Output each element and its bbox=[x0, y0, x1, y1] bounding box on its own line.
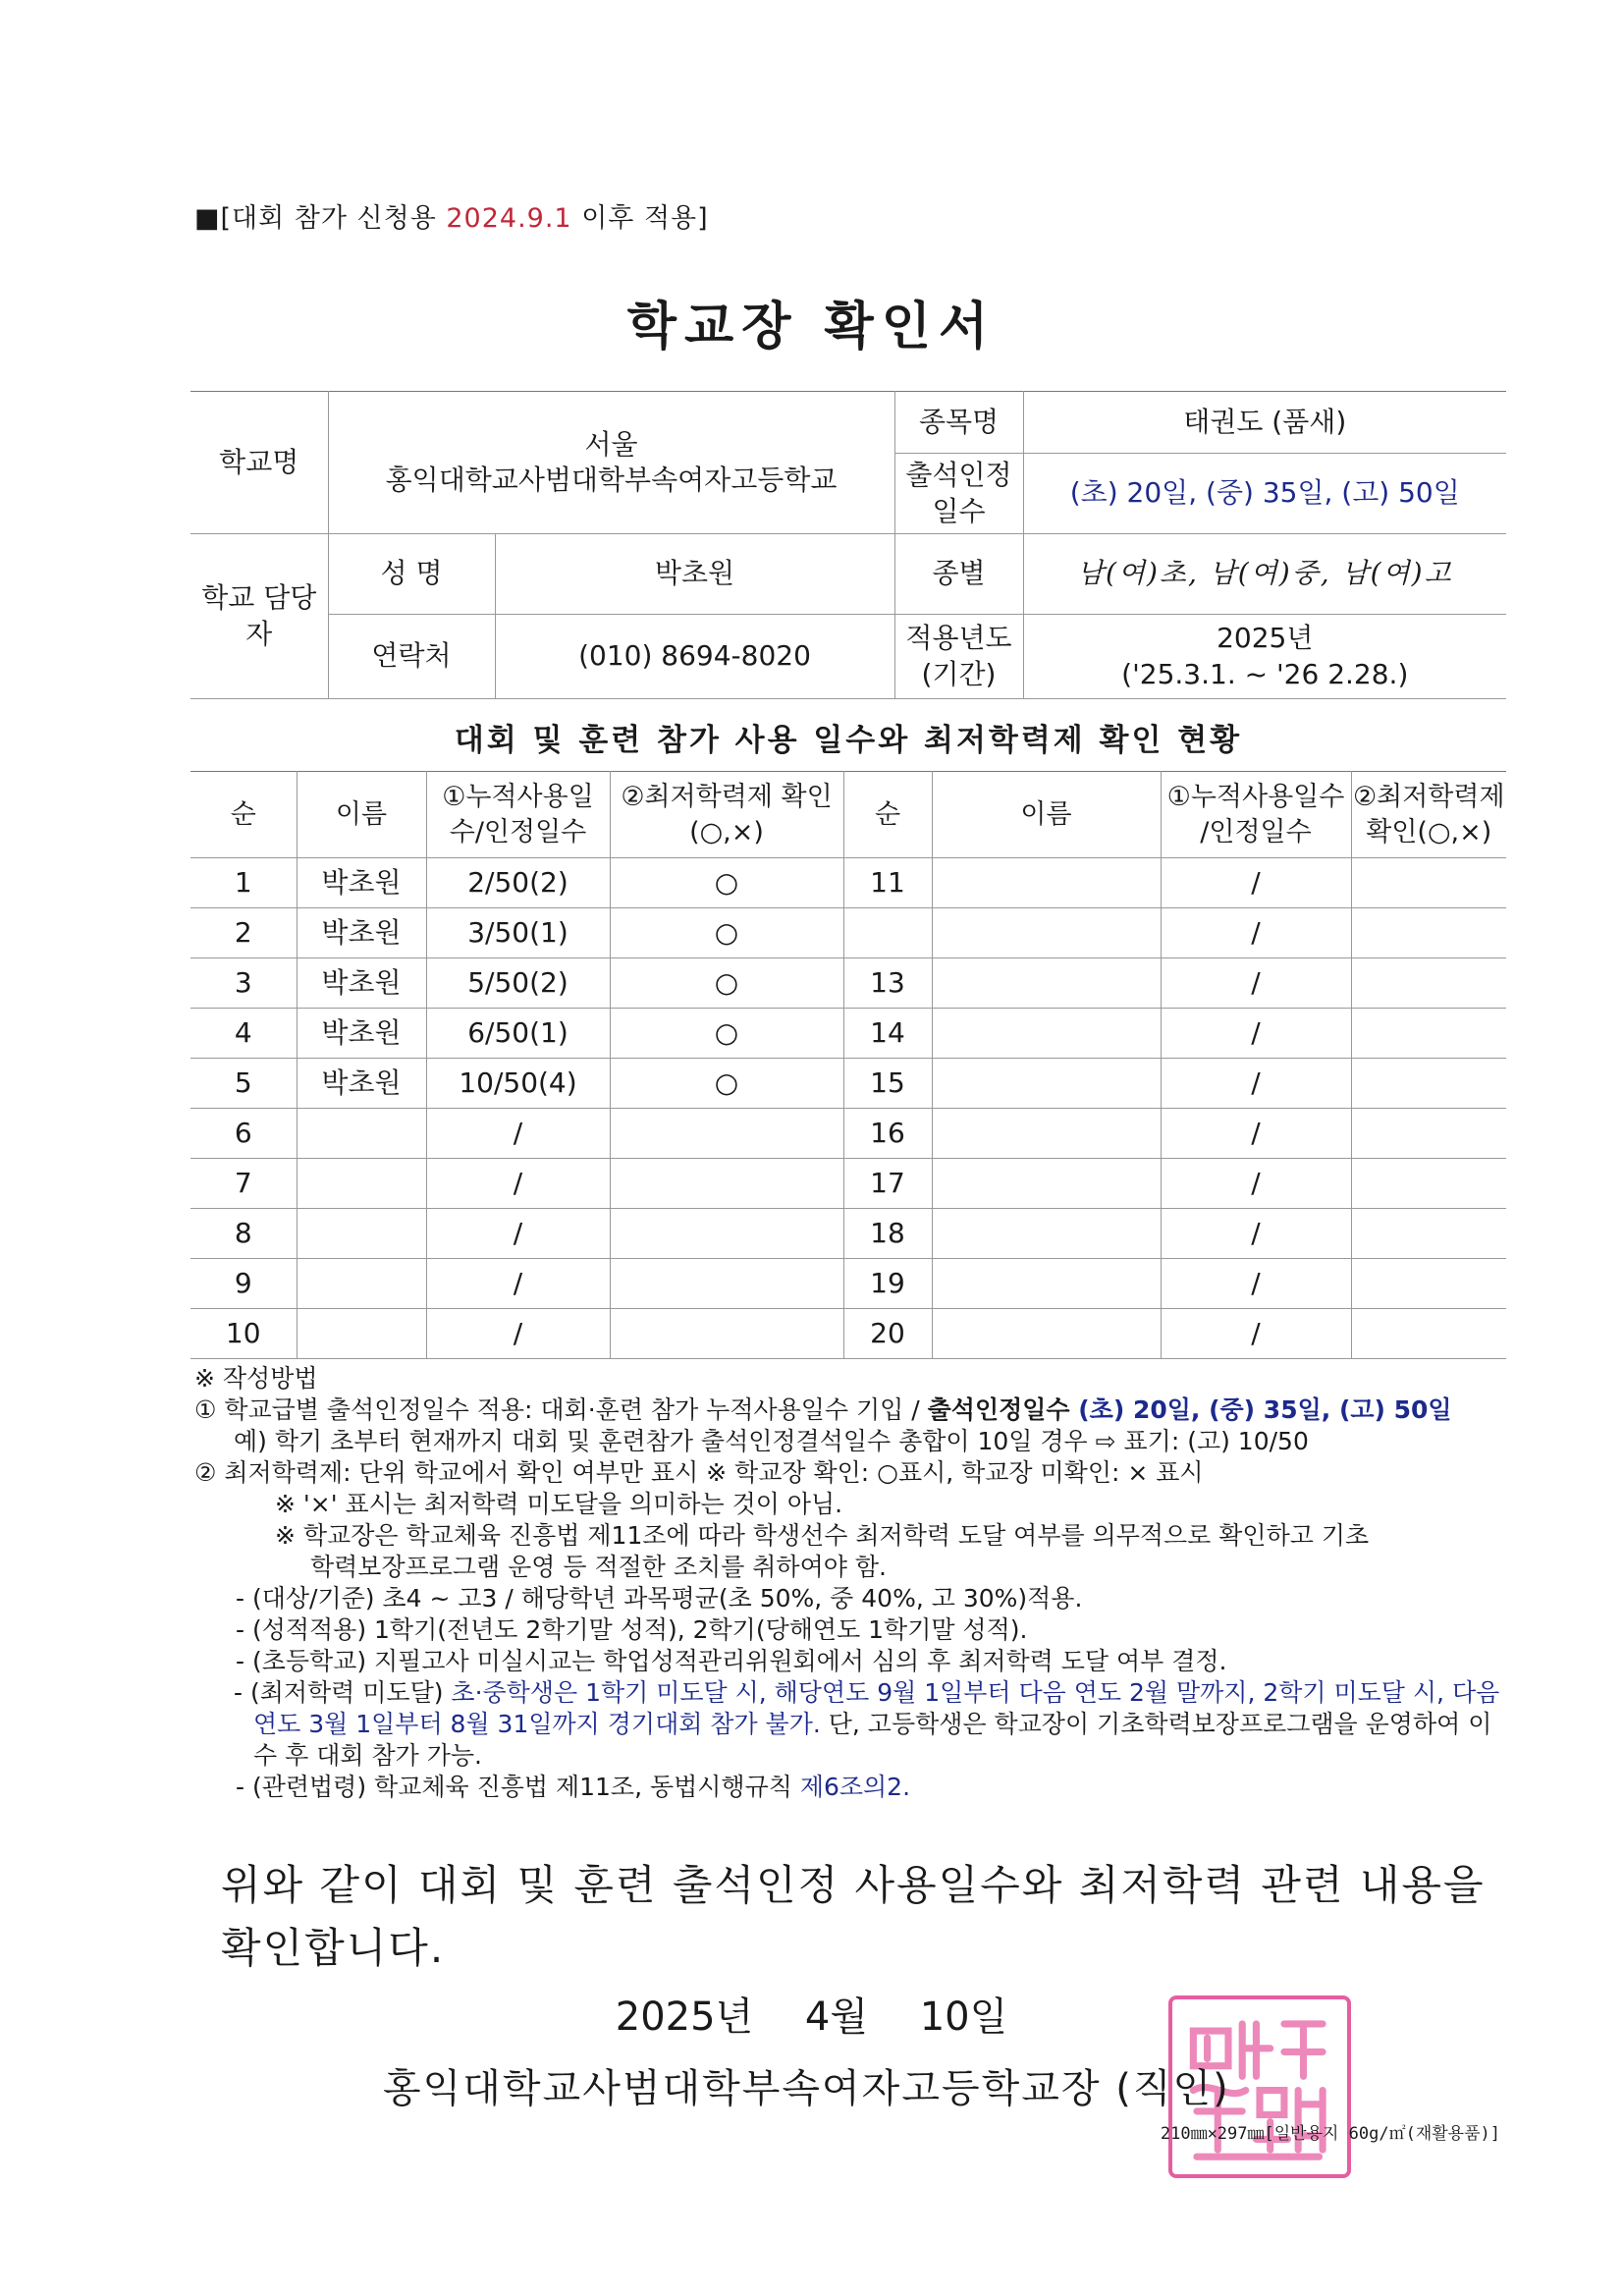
guide-item-2-note-2b: 학력보장프로그램 운영 등 적절한 조치를 취하여야 함. bbox=[310, 1553, 887, 1581]
table-cell: 9 bbox=[190, 1259, 297, 1309]
header-cell: ①누적사용일수 /인정일수 bbox=[1161, 772, 1351, 858]
table-cell: ○ bbox=[610, 958, 843, 1009]
name-label: 성 명 bbox=[328, 534, 495, 615]
table-cell: / bbox=[426, 1109, 610, 1159]
guide-heading: ※ 작성방법 bbox=[194, 1364, 318, 1393]
table-cell: / bbox=[1161, 858, 1351, 908]
table-cell: 6 bbox=[190, 1109, 297, 1159]
table-cell bbox=[1351, 1259, 1506, 1309]
table-cell: / bbox=[426, 1259, 610, 1309]
table-cell: 5/50(2) bbox=[426, 958, 610, 1009]
notice: ■[대회 참가 신청용 2024.9.1 이후 적용] bbox=[194, 203, 709, 234]
table-cell: 3/50(1) bbox=[426, 908, 610, 958]
guide-bullet-2: - (성적적용) 1학기(전년도 2학기말 성적), 2학기(당해연도 1학기말 성적). bbox=[236, 1615, 1028, 1644]
manager-label: 학교 담당자 bbox=[190, 534, 328, 699]
roster-table bbox=[190, 771, 1506, 1359]
table-row bbox=[190, 1159, 1506, 1209]
table-cell bbox=[297, 1209, 426, 1259]
table-cell: ○ bbox=[610, 908, 843, 958]
info-table bbox=[190, 391, 1506, 699]
table-cell bbox=[1351, 1309, 1506, 1359]
table-cell: 14 bbox=[843, 1009, 932, 1059]
table-cell: 2/50(2) bbox=[426, 858, 610, 908]
roster-body bbox=[190, 858, 1506, 1359]
header-cell: ②최저학력제 확인(○,×) bbox=[610, 772, 843, 858]
table-row bbox=[190, 1309, 1506, 1359]
table-cell bbox=[1351, 1159, 1506, 1209]
table-cell bbox=[297, 1109, 426, 1159]
header-cell: 이름 bbox=[297, 772, 426, 858]
header-cell: 순 bbox=[190, 772, 297, 858]
confirm-text: 위와 같이 대회 및 훈련 출석인정 사용일수와 최저학력 관련 내용을 확인합니다. bbox=[221, 1861, 1486, 1972]
table-cell: ○ bbox=[610, 1059, 843, 1109]
table-cell: 5 bbox=[190, 1059, 297, 1109]
table-cell: 20 bbox=[843, 1309, 932, 1359]
sport-value: 태권도 (품새) bbox=[1023, 392, 1506, 454]
sport-label: 종목명 bbox=[894, 392, 1023, 454]
table-cell bbox=[610, 1109, 843, 1159]
contact-value: (010) 8694-8020 bbox=[495, 615, 894, 699]
table-cell: 18 bbox=[843, 1209, 932, 1259]
table-cell bbox=[610, 1209, 843, 1259]
table-cell bbox=[932, 1109, 1161, 1159]
table-row bbox=[190, 1059, 1506, 1109]
attend-value: (초) 20일, (중) 35일, (고) 50일 bbox=[1023, 454, 1506, 534]
table-row bbox=[190, 1009, 1506, 1059]
table-cell: 3 bbox=[190, 958, 297, 1009]
table-cell bbox=[932, 1009, 1161, 1059]
guide-item-2-note-2: ※ 학교장은 학교체육 진흥법 제11조에 따라 학생선수 최저학력 도달 여부를 의무적으로 확인하고 기초 bbox=[275, 1521, 1370, 1550]
attend-label: 출석인정 일수 bbox=[894, 454, 1023, 534]
table-cell bbox=[1351, 1209, 1506, 1259]
table-cell: 11 bbox=[843, 858, 932, 908]
table-cell: 16 bbox=[843, 1109, 932, 1159]
guide-section bbox=[194, 1363, 1510, 1803]
table-cell: / bbox=[426, 1309, 610, 1359]
table-cell: / bbox=[1161, 1009, 1351, 1059]
table-row bbox=[190, 908, 1506, 958]
table-cell bbox=[932, 1309, 1161, 1359]
table-cell: 10 bbox=[190, 1309, 297, 1359]
table-cell: 13 bbox=[843, 958, 932, 1009]
period-year: 2025년 bbox=[1217, 622, 1314, 655]
period-cell bbox=[1023, 615, 1506, 699]
period-label: 적용년도 (기간) bbox=[894, 615, 1023, 699]
table-cell: / bbox=[1161, 1259, 1351, 1309]
table-cell: 19 bbox=[843, 1259, 932, 1309]
table-cell bbox=[932, 1059, 1161, 1109]
table-cell bbox=[1351, 1009, 1506, 1059]
guide-bullet-3: - (초등학교) 지필고사 미실시교는 학업성적관리위원회에서 심의 후 최저학력 도달 여부 결정. bbox=[236, 1647, 1227, 1675]
table-cell bbox=[610, 1309, 843, 1359]
paper-spec: 210㎜×297㎜[일반용지 60g/㎡(재활용품)] bbox=[1160, 2124, 1500, 2144]
table-cell: ○ bbox=[610, 858, 843, 908]
table-cell bbox=[843, 908, 932, 958]
guide-item-1: ① 학교급별 출석인정일수 적용: 대회·훈련 참가 누적사용일수 기입 / 출석인정일수 (초) 20일, (중) 35일, (고) 50일 bbox=[194, 1395, 1452, 1424]
table-cell bbox=[297, 1159, 426, 1209]
table-row bbox=[190, 858, 1506, 908]
table-cell bbox=[932, 1159, 1161, 1209]
table-cell: / bbox=[1161, 1159, 1351, 1209]
table-cell: 7 bbox=[190, 1159, 297, 1209]
guide-bullet-1: - (대상/기준) 초4 ~ 고3 / 해당학년 과목평균(초 50%, 중 40%, 고 30%)적용. bbox=[236, 1584, 1083, 1613]
table-cell: / bbox=[1161, 1309, 1351, 1359]
table-cell bbox=[1351, 858, 1506, 908]
period-range: ('25.3.1. ~ '26 2.28.) bbox=[1121, 657, 1409, 690]
table-cell: 2 bbox=[190, 908, 297, 958]
table-cell: 박초원 bbox=[297, 958, 426, 1009]
school-name-cell bbox=[328, 392, 894, 534]
table-cell: / bbox=[426, 1159, 610, 1209]
table-cell: 15 bbox=[843, 1059, 932, 1109]
guide-item-1-example: 예) 학기 초부터 현재까지 대회 및 훈련참가 출석인정결석일수 총합이 10일 경우 ⇨ 표기: (고) 10/50 bbox=[234, 1427, 1309, 1455]
table-cell: 박초원 bbox=[297, 1059, 426, 1109]
table-cell: 4 bbox=[190, 1009, 297, 1059]
contact-label: 연락처 bbox=[328, 615, 495, 699]
name-value: 박초원 bbox=[495, 534, 894, 615]
table-cell: 박초원 bbox=[297, 858, 426, 908]
table-cell: 박초원 bbox=[297, 908, 426, 958]
page-title: 학교장 확인서 bbox=[626, 298, 997, 356]
table-cell bbox=[932, 908, 1161, 958]
table-cell bbox=[1351, 908, 1506, 958]
header-cell: ②최저학력제 확인(○,×) bbox=[1351, 772, 1506, 858]
table-cell bbox=[932, 1259, 1161, 1309]
table-cell bbox=[610, 1259, 843, 1309]
table-cell: / bbox=[1161, 1209, 1351, 1259]
roster-subtitle: 대회 및 훈련 참가 사용 일수와 최저학력제 확인 현황 bbox=[454, 723, 1243, 758]
table-cell bbox=[932, 958, 1161, 1009]
school-region: 서울 bbox=[584, 427, 638, 461]
table-cell bbox=[1351, 1109, 1506, 1159]
table-cell: / bbox=[426, 1209, 610, 1259]
table-cell: / bbox=[1161, 1059, 1351, 1109]
table-cell bbox=[1351, 1059, 1506, 1109]
category-value: 남(여)초, 남(여)중, 남(여)고 bbox=[1023, 534, 1506, 615]
table-cell: / bbox=[1161, 908, 1351, 958]
guide-item-2: ② 최저학력제: 단위 학교에서 확인 여부만 표시 ※ 학교장 확인: ○표시, 학교장 미확인: × 표시 bbox=[194, 1458, 1204, 1487]
sign-date: 2025년 4월 10일 bbox=[615, 1995, 1008, 2040]
table-cell: 6/50(1) bbox=[426, 1009, 610, 1059]
table-cell: 박초원 bbox=[297, 1009, 426, 1059]
table-cell bbox=[297, 1259, 426, 1309]
school-name: 홍익대학교사범대학부속여자고등학교 bbox=[385, 464, 838, 496]
table-row bbox=[190, 1109, 1506, 1159]
guide-bullet-4: - (최저학력 미도달) 초·중학생은 1학기 미도달 시, 해당연도 9월 1일부터 다음 연도 2월 말까지, 2학기 미도달 시, 다음 연도 3월 1일부터 8월 31일까지 경기대회 참가 불가. 단, 고등학생은 학교장이 기초학력보장프로그램을 운영하여 이수 후 대회 참가 가능. bbox=[234, 1678, 1500, 1770]
table-cell: / bbox=[1161, 1109, 1351, 1159]
header-cell: 이름 bbox=[932, 772, 1161, 858]
school-label: 학교명 bbox=[190, 392, 328, 534]
header-cell: ①누적사용일수/인정일수 bbox=[426, 772, 610, 858]
guide-item-2-note-1: ※ '×' 표시는 최저학력 미도달을 의미하는 것이 아님. bbox=[275, 1490, 843, 1518]
table-cell bbox=[1351, 958, 1506, 1009]
table-cell: 10/50(4) bbox=[426, 1059, 610, 1109]
table-row bbox=[190, 1259, 1506, 1309]
table-cell bbox=[610, 1159, 843, 1209]
table-cell: 17 bbox=[843, 1159, 932, 1209]
header-cell: 순 bbox=[843, 772, 932, 858]
table-cell bbox=[297, 1309, 426, 1359]
principal-signature: 홍익대학교사범대학부속여자고등학교장 (직인) bbox=[383, 2066, 1230, 2111]
table-row bbox=[190, 1209, 1506, 1259]
table-cell: 1 bbox=[190, 858, 297, 908]
table-cell: ○ bbox=[610, 1009, 843, 1059]
category-label: 종별 bbox=[894, 534, 1023, 615]
table-row bbox=[190, 958, 1506, 1009]
table-cell bbox=[932, 858, 1161, 908]
table-cell: / bbox=[1161, 958, 1351, 1009]
table-cell: 8 bbox=[190, 1209, 297, 1259]
guide-bullet-5: - (관련법령) 학교체육 진흥법 제11조, 동법시행규칙 제6조의2. bbox=[236, 1773, 911, 1801]
table-cell bbox=[932, 1209, 1161, 1259]
